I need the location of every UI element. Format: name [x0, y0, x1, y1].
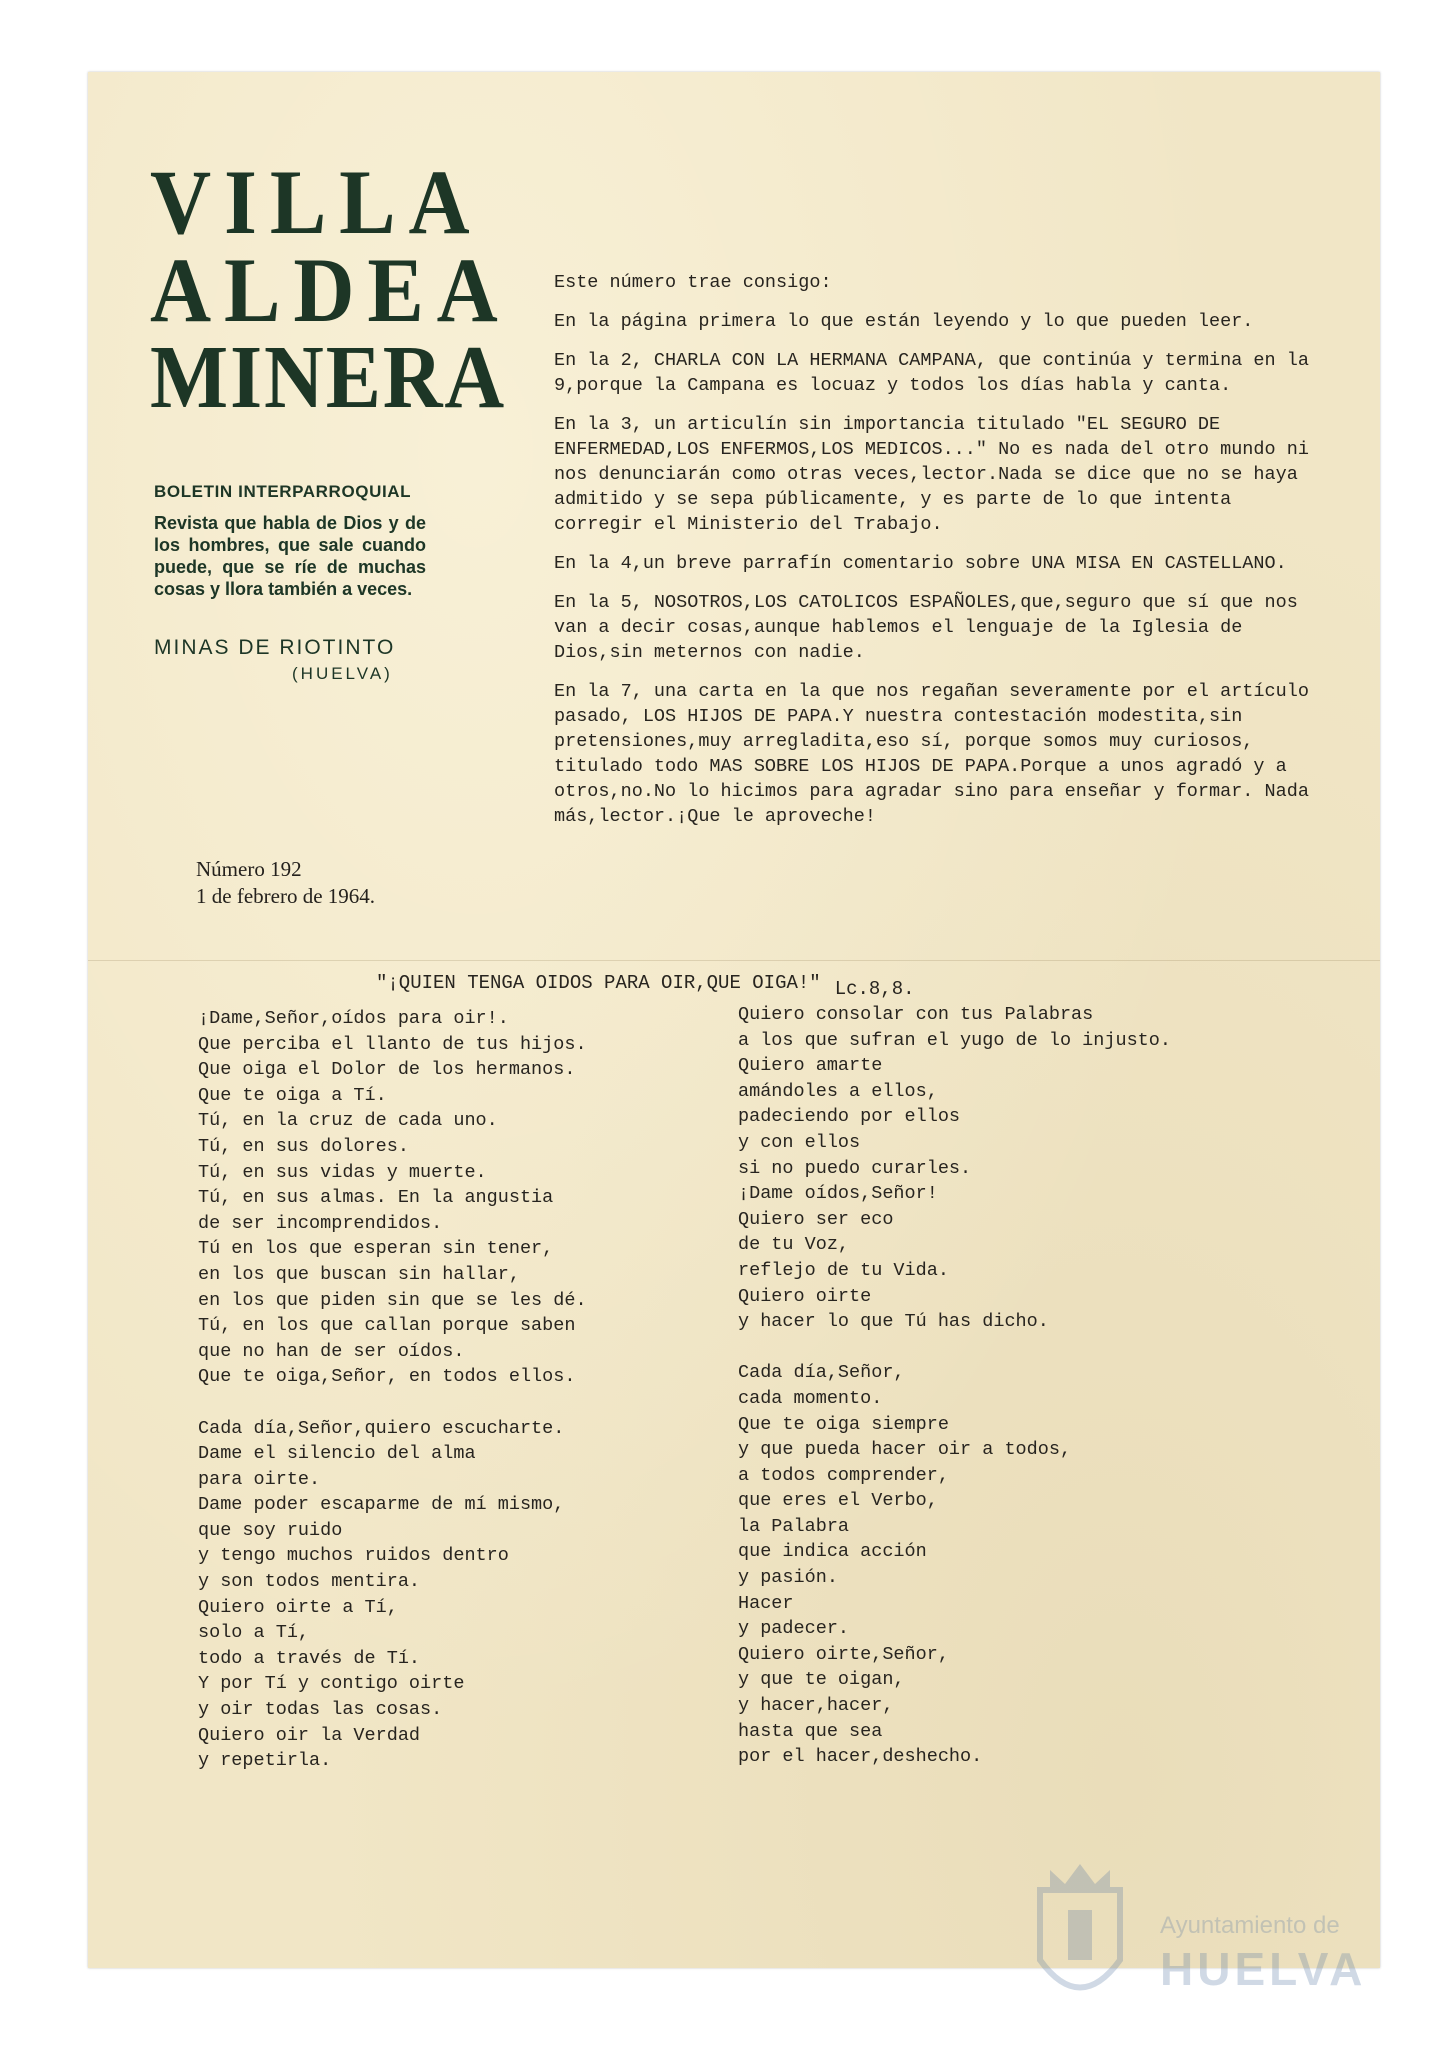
poem-line: y padecer. — [738, 1618, 850, 1640]
masthead-subtitle: BOLETIN INTERPARROQUIAL — [154, 482, 412, 501]
poem-line: y oir todas las cosas. — [198, 1699, 443, 1721]
issue-info — [196, 856, 375, 910]
poem-line: padeciendo por ellos — [738, 1106, 961, 1128]
poem-line: y tengo muchos ruidos dentro — [198, 1545, 509, 1567]
poem-line: todo a través de Tí. — [198, 1647, 421, 1669]
poem-line: cada momento. — [738, 1387, 883, 1409]
intro-paragraph: En la 4,un breve parrafín comentario sobre UNA MISA EN CASTELLANO. — [554, 553, 1287, 574]
stanza-break — [198, 1390, 587, 1416]
watermark-stamp — [1020, 1850, 1380, 2030]
poem-line: Tú, en sus dolores. — [198, 1135, 409, 1157]
poem-line: Tú, en sus almas. En la angustia — [198, 1187, 554, 1209]
poem-line: Que te oiga siempre — [738, 1413, 949, 1435]
poem-line: Que te oiga a Tí. — [198, 1084, 387, 1106]
masthead — [150, 151, 511, 427]
poem-line: Y por Tí y contigo oirte — [198, 1673, 465, 1695]
poem-line: Quiero oirte — [738, 1285, 872, 1307]
poem-line: Tú, en sus vidas y muerte. — [198, 1161, 487, 1183]
poem-line: para oirte. — [198, 1468, 321, 1490]
poem-line: amándoles a ellos, — [738, 1080, 938, 1102]
masthead-title-line-3: MINERA — [150, 328, 507, 427]
coat-of-arms-icon — [1020, 1850, 1140, 2020]
poem-line: y con ellos — [738, 1131, 861, 1153]
issue-date: 1 de febrero de 1964. — [196, 884, 376, 908]
poem-line: Quiero amarte — [738, 1055, 883, 1077]
masthead-title-line-1: VILLA — [150, 151, 483, 253]
intro-paragraph: En la 7, una carta en la que nos regañan severamente por el artículo pasado, LOS HIJOS DE PAPA.Y nuestra contestación modestita,sin pretensiones,muy arregladita,eso sí, porque somos muy curiosos, titulado todo MAS SOBRE LOS HIJOS DE PAPA.Porque a unos agradó y a otros,no.No lo hicimos para agradar sino para enseñar y formar. Nada más,lector.¡Que le aproveche! — [554, 681, 1309, 827]
poem-left-column — [198, 1006, 587, 1774]
poem-line: a todos comprender, — [738, 1464, 949, 1486]
poem-line: de ser incomprendidos. — [198, 1212, 443, 1234]
poem-line: Cada día,Señor,quiero escucharte. — [198, 1417, 565, 1439]
poem-line: Dame poder escaparme de mí mismo, — [198, 1494, 565, 1516]
watermark-line-2: HUELVA — [1160, 1943, 1367, 1995]
poem-line: de tu Voz, — [738, 1234, 850, 1256]
poem-line: Quiero consolar con tus Palabras — [738, 1004, 1094, 1025]
issue-number: Número 192 — [196, 857, 302, 881]
quote-reference: Lc.8,8. — [834, 978, 915, 1000]
poem-line: Hacer — [738, 1592, 794, 1614]
poem-line: Quiero oirte a Tí, — [198, 1596, 398, 1618]
poem-line: Tú, en la cruz de cada uno. — [198, 1110, 498, 1132]
poem-line: si no puedo curarles. — [738, 1157, 972, 1179]
poem-line: solo a Tí, — [198, 1622, 310, 1644]
poem-line: y que pueda hacer oir a todos, — [738, 1439, 1072, 1461]
intro-paragraph: En la 5, NOSOTROS,LOS CATOLICOS ESPAÑOLES,que,seguro que sí que nos van a decir cosas,aunque hablemos el lenguaje de la Iglesia de Dios,sin meternos con nadie. — [554, 592, 1298, 663]
poem-line: Que perciba el llanto de tus hijos. — [198, 1033, 587, 1055]
poem-line: en los que piden sin que se les dé. — [198, 1289, 587, 1311]
stanza-break — [738, 1335, 1171, 1361]
quote-text: "¡QUIEN TENGA OIDOS PARA OIR,QUE OIGA!" — [376, 972, 821, 994]
poem-line: Quiero oirte,Señor, — [738, 1643, 949, 1665]
poem-line: Que oiga el Dolor de los hermanos. — [198, 1059, 576, 1081]
poem-line: Tú, en los que callan porque saben — [198, 1315, 576, 1337]
poem-line: Tú en los que esperan sin tener, — [198, 1238, 554, 1260]
poem-line: hasta que sea — [738, 1720, 883, 1742]
poem-line: y pasión. — [738, 1567, 838, 1589]
poem-line: y hacer,hacer, — [738, 1695, 894, 1717]
poem-line: que indica acción — [738, 1541, 927, 1563]
intro-text — [554, 270, 1314, 843]
masthead-title-line-2: ALDEA — [150, 239, 511, 341]
intro-paragraph: En la 2, CHARLA CON LA HERMANA CAMPANA, que continúa y termina en la 9,porque la Campana es locuaz y todos los días habla y canta. — [554, 350, 1309, 396]
intro-paragraph: Este número trae consigo: — [554, 272, 832, 293]
masthead-description: Revista que habla de Dios y de los hombres, que sale cuando puede, que se ríe de muchas cosas y llora también a veces. — [154, 513, 426, 599]
poem-line: y que te oigan, — [738, 1669, 905, 1691]
poem-line: Quiero oir la Verdad — [198, 1724, 421, 1746]
poem-line: por el hacer,deshecho. — [738, 1746, 983, 1768]
scripture-quote — [376, 972, 915, 1000]
poem-line: ¡Dame oídos,Señor! — [738, 1183, 938, 1205]
poem-line: la Palabra — [738, 1515, 850, 1537]
poem-line: Que te oiga,Señor, en todos ellos. — [198, 1366, 576, 1388]
poem-line: y hacer lo que Tú has dicho. — [738, 1311, 1049, 1333]
watermark-line-1: Ayuntamiento de — [1160, 1912, 1340, 1939]
masthead-region: (HUELVA) — [292, 664, 393, 683]
poem-line: Cada día,Señor, — [738, 1362, 905, 1384]
poem-line: reflejo de tu Vida. — [738, 1259, 949, 1281]
poem-line: que no han de ser oídos. — [198, 1340, 465, 1362]
poem-line: ¡Dame,Señor,oídos para oir!. — [198, 1008, 509, 1029]
poem-line: y son todos mentira. — [198, 1571, 421, 1593]
poem-line: y repetirla. — [198, 1750, 332, 1772]
poem-line: que soy ruido — [198, 1519, 343, 1541]
poem-line: que eres el Verbo, — [738, 1490, 938, 1512]
fold-line — [88, 960, 1380, 961]
masthead-place: MINAS DE RIOTINTO — [154, 636, 396, 659]
intro-paragraph: En la página primera lo que están leyendo y lo que pueden leer. — [554, 311, 1254, 332]
intro-paragraph: En la 3, un articulín sin importancia titulado "EL SEGURO DE ENFERMEDAD,LOS ENFERMOS,LOS MEDICOS..." No es nada del otro mundo ni nos denunciarán como otras veces,lector.Nada se dice que no se haya admitido y se sepa públicamente, y es parte de lo que intenta corregir el Ministerio del Trabajo. — [554, 414, 1309, 535]
poem-right-column — [738, 1002, 1171, 1770]
poem-line: a los que sufran el yugo de lo injusto. — [738, 1029, 1171, 1051]
poem-line: Dame el silencio del alma — [198, 1443, 476, 1465]
poem-line: Quiero ser eco — [738, 1208, 894, 1230]
poem-line: en los que buscan sin hallar, — [198, 1263, 520, 1285]
